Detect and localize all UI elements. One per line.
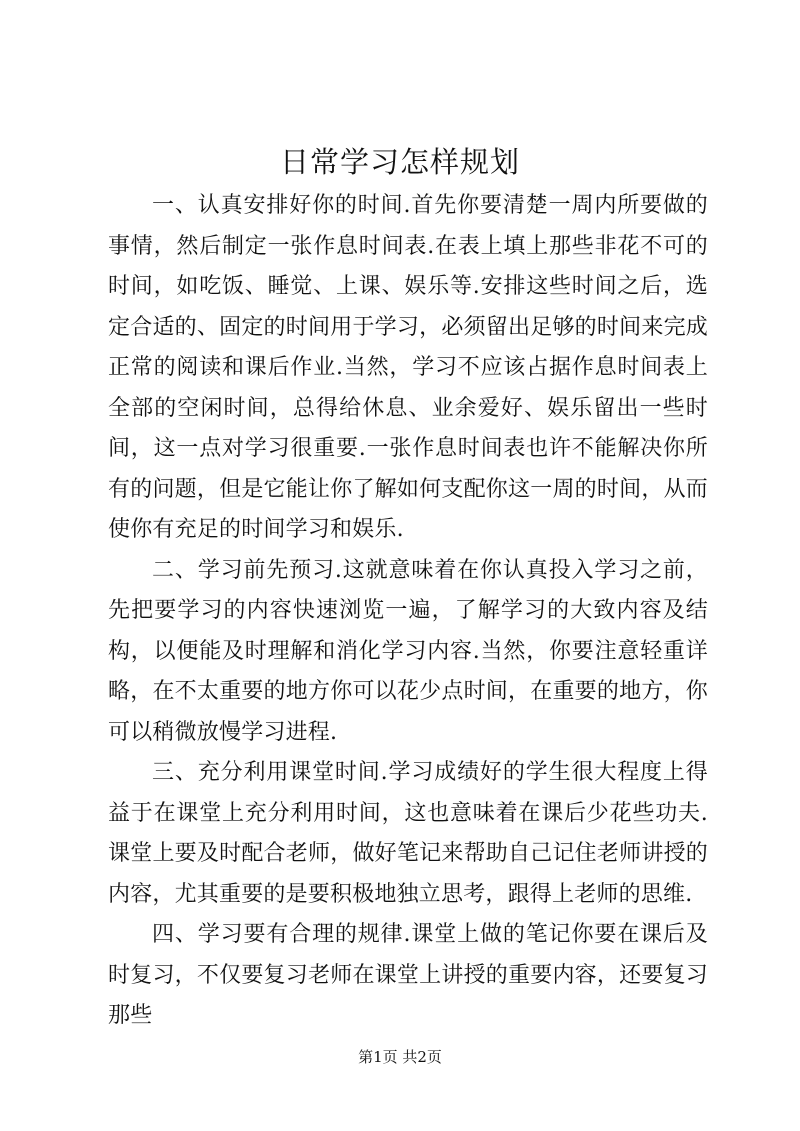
page-number-footer: 第1页 共2页 xyxy=(358,1048,442,1066)
document-body xyxy=(108,186,708,1037)
page-title: 日常学习怎样规划 xyxy=(279,145,520,179)
paragraph-3: 三、充分利用课堂时间.学习成绩好的学生很大程度上得益于在课堂上充分利用时间，这也意味着在课后少花些功夫.课堂上要及时配合老师，做好笔记来帮助自己记住老师讲授的内容，尤其重要的是要积极地独立思考，跟得上老师的思维. xyxy=(108,760,708,907)
paragraph-1: 一、认真安排好你的时间.首先你要清楚一周内所要做的事情，然后制定一张作息时间表.在表上填上那些非花不可的时间，如吃饭、睡觉、上课、娱乐等.安排这些时间之后，选定合适的、固定的时间用于学习，必须留出足够的时间来完成正常的阅读和课后作业.当然，学习不应该占据作息时间表上全部的空闲时间，总得给休息、业余爱好、娱乐留出一些时间，这一点对学习很重要.一张作息时间表也许不能解决你所有的问题，但是它能让你了解如何支配你这一周的时间，从而使你有充足的时间学习和娱乐. xyxy=(108,193,708,542)
paragraph-4: 四、学习要有合理的规律.课堂上做的笔记你要在课后及时复习，不仅要复习老师在课堂上讲授的重要内容，还要复习那些 xyxy=(108,922,708,1028)
paragraph-2: 二、学习前先预习.这就意味着在你认真投入学习之前，先把要学习的内容快速浏览一遍，了解学习的大致内容及结构，以便能及时理解和消化学习内容.当然，你要注意轻重详略，在不太重要的地方你可以花少点时间，在重要的地方，你可以稍微放慢学习进程. xyxy=(108,557,708,745)
